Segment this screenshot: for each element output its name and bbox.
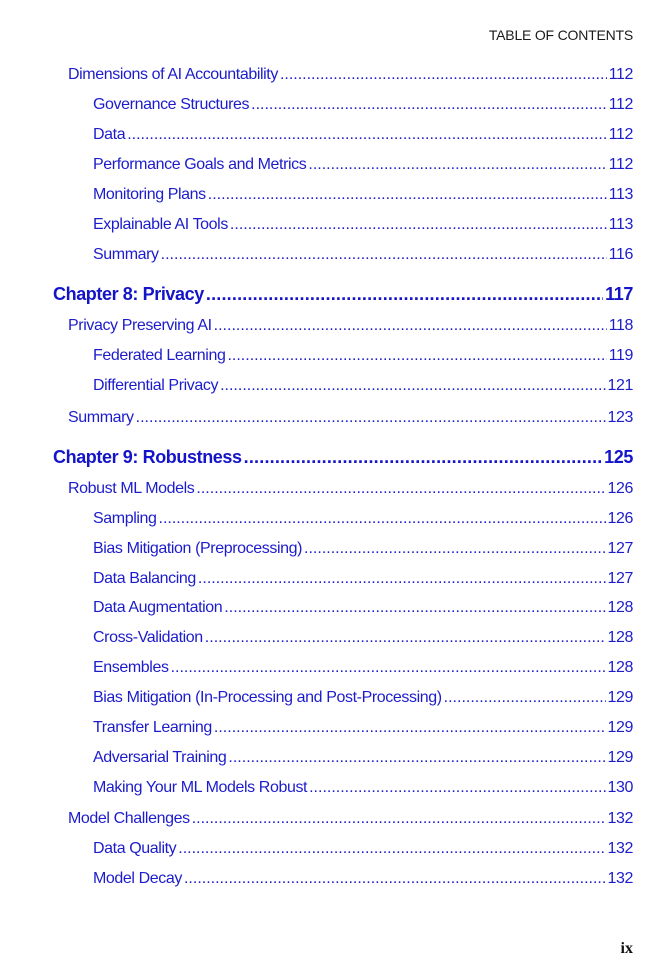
toc-chapter-page: 117 [605, 284, 633, 304]
toc-entry-page: 127 [607, 570, 633, 587]
toc-entry-bias-mitigation-preprocessing[interactable] [93, 540, 633, 558]
toc-entry-label: Cross-Validation [93, 629, 203, 646]
toc-chapter-9-robustness[interactable] [53, 447, 633, 468]
toc-entry-label: Differential Privacy [93, 377, 219, 394]
toc-entry-label: Governance Structures [93, 96, 250, 113]
toc-entry-data[interactable] [93, 126, 633, 144]
toc-entry-page: 123 [607, 409, 633, 426]
dot-leader [198, 570, 606, 588]
toc-entry-label: Data Quality [93, 840, 177, 857]
toc-entry-privacy-preserving-ai[interactable] [68, 317, 633, 335]
toc-entry-label: Summary [68, 409, 134, 426]
toc-entry-page: 127 [607, 540, 633, 557]
toc-chapter-page: 125 [604, 447, 633, 467]
toc-entry-label: Model Decay [93, 870, 182, 887]
toc-entry-explainable-ai-tools[interactable] [93, 216, 633, 234]
dot-leader [308, 156, 606, 174]
dot-leader [227, 347, 606, 365]
toc-entry-page: 132 [607, 810, 633, 827]
toc-entry-label: Bias Mitigation (Preprocessing) [93, 540, 303, 557]
running-head: TABLE OF CONTENTS [488, 27, 633, 43]
dot-leader [184, 870, 606, 888]
toc-entry-page: 112 [608, 156, 633, 173]
dot-leader [208, 186, 607, 204]
toc-entry-data-balancing[interactable] [93, 570, 633, 588]
toc-entry-page: 113 [608, 186, 633, 203]
toc-entry-page: 119 [608, 347, 633, 364]
toc-entry-page: 116 [608, 246, 633, 263]
toc-entry-page: 129 [607, 719, 633, 736]
toc-entry-page: 118 [608, 317, 633, 334]
toc-entry-label: Privacy Preserving AI [68, 317, 212, 334]
toc-entry-label: Ensembles [93, 659, 169, 676]
toc-entry-page: 112 [608, 126, 633, 143]
toc-entry-page: 121 [607, 377, 633, 394]
toc-entry-ensembles[interactable] [93, 659, 633, 677]
toc-entry-label: Bias Mitigation (In-Processing and Post-Processing) [93, 689, 442, 706]
toc-entry-adversarial-training[interactable] [93, 749, 633, 767]
toc-entry-transfer-learning[interactable] [93, 719, 633, 737]
dot-leader [230, 216, 607, 234]
toc-entry-page: 128 [607, 659, 633, 676]
dot-leader [205, 629, 606, 647]
toc-entry-label: Performance Goals and Metrics [93, 156, 307, 173]
toc-chapter-label: Chapter 9: Robustness [53, 447, 242, 467]
toc-entry-label: Federated Learning [93, 347, 226, 364]
toc-entry-label: Data Augmentation [93, 599, 223, 616]
toc-entry-differential-privacy[interactable] [93, 377, 633, 395]
dot-leader [304, 540, 605, 558]
toc-entry-label: Data [93, 126, 126, 143]
toc-entry-monitoring-plans[interactable] [93, 186, 633, 204]
dot-leader [214, 317, 607, 335]
toc-entry-robust-ml-models[interactable] [68, 480, 633, 498]
toc-chapter-label: Chapter 8: Privacy [53, 284, 204, 304]
toc-entry-making-your-ml-models-robust[interactable] [93, 779, 633, 797]
toc-entry-label: Sampling [93, 510, 157, 527]
toc-entry-page: 130 [607, 779, 633, 796]
toc-entry-page: 113 [608, 216, 633, 233]
toc-entry-federated-learning[interactable] [93, 347, 633, 365]
toc-entry-governance-structures[interactable] [93, 96, 633, 114]
toc-entry-dimensions-of-ai-accountability[interactable] [68, 66, 633, 84]
dot-leader [192, 810, 606, 828]
toc-entry-page: 128 [607, 629, 633, 646]
dot-leader [136, 409, 606, 427]
toc-entry-data-augmentation[interactable] [93, 599, 633, 617]
toc-entry-page: 132 [607, 870, 633, 887]
toc-chapter-8-privacy[interactable] [53, 284, 633, 305]
dot-leader [251, 96, 607, 114]
dot-leader [244, 447, 603, 468]
page-number: ix [620, 940, 633, 957]
dot-leader [224, 599, 605, 617]
dot-leader [220, 377, 605, 395]
toc-entry-bias-mitigation-in-processing[interactable] [93, 689, 633, 707]
toc-entry-model-challenges[interactable] [68, 810, 633, 828]
toc-entry-label: Dimensions of AI Accountability [68, 66, 278, 83]
toc-entry-page: 128 [607, 599, 633, 616]
toc-entry-summary[interactable] [68, 409, 633, 427]
toc-entry-label: Robust ML Models [68, 480, 195, 497]
dot-leader [309, 779, 605, 797]
toc-entry-page: 112 [608, 96, 633, 113]
toc-entry-label: Summary [93, 246, 159, 263]
toc-entry-page: 126 [607, 480, 633, 497]
toc-entry-label: Making Your ML Models Robust [93, 779, 308, 796]
toc-entry-sampling[interactable] [93, 510, 633, 528]
dot-leader [161, 246, 607, 264]
toc-entry-label: Data Balancing [93, 570, 196, 587]
toc-entry-summary[interactable] [93, 246, 633, 264]
toc-entry-page: 129 [607, 689, 633, 706]
toc-entry-data-quality[interactable] [93, 840, 633, 858]
dot-leader [178, 840, 605, 858]
toc-entry-cross-validation[interactable] [93, 629, 633, 647]
toc-entry-page: 126 [607, 510, 633, 527]
dot-leader [280, 66, 607, 84]
toc-entry-label: Transfer Learning [93, 719, 212, 736]
toc-entry-model-decay[interactable] [93, 870, 633, 888]
toc-entry-page: 112 [608, 66, 633, 83]
toc-entry-label: Explainable AI Tools [93, 216, 228, 233]
dot-leader [444, 689, 606, 707]
dot-leader [206, 284, 603, 305]
toc-entry-label: Model Challenges [68, 810, 190, 827]
toc-entry-label: Adversarial Training [93, 749, 227, 766]
toc-entry-page: 132 [607, 840, 633, 857]
dot-leader [171, 659, 606, 677]
toc-entry-performance-goals-and-metrics[interactable] [93, 156, 633, 174]
dot-leader [196, 480, 605, 498]
dot-leader [159, 510, 606, 528]
dot-leader [127, 126, 606, 144]
toc-entry-page: 129 [607, 749, 633, 766]
dot-leader [228, 749, 605, 767]
dot-leader [214, 719, 606, 737]
toc-entry-label: Monitoring Plans [93, 186, 206, 203]
